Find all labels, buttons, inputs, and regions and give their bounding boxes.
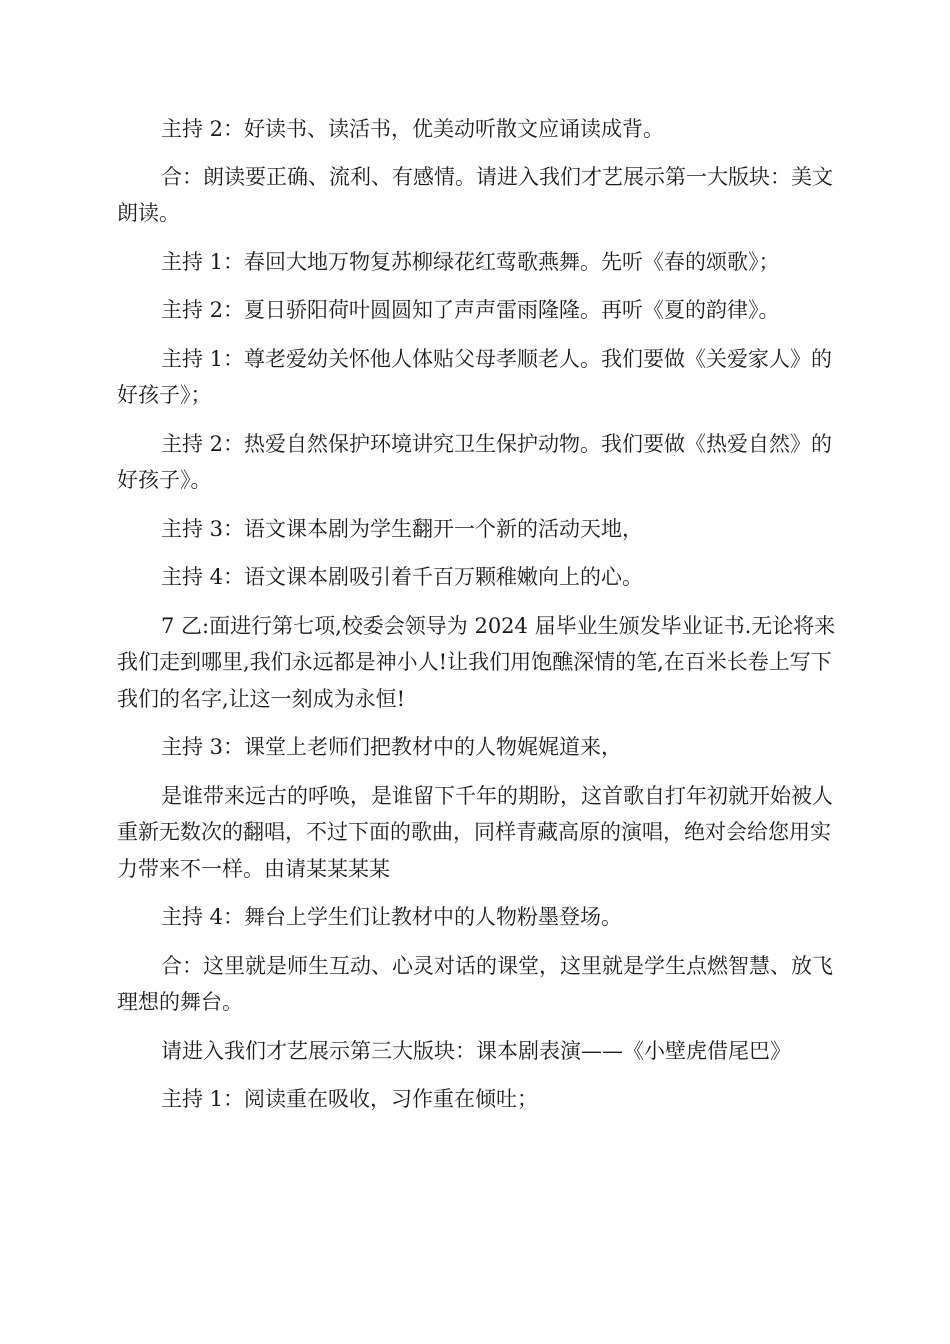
paragraph-host2-reading: 主持 2：好读书、读活书，优美动听散文应诵读成背。 <box>161 117 665 141</box>
paragraph-host1-writing: 主持 1：阅读重在吸收，习作重在倾吐； <box>161 1087 539 1111</box>
paragraph-host3-drama: 主持 3：语文课本剧为学生翻开一个新的活动天地， <box>161 516 644 541</box>
paragraph-host4-drama: 主持 4：语文课本剧吸引着千百万颗稚嫩向上的心。 <box>161 565 644 589</box>
paragraph-host2-summer: 主持 2：夏日骄阳荷叶圆圆知了声声雷雨隆隆。再听《夏的韵律》。 <box>161 298 780 322</box>
paragraph-host1-spring: 主持 1：春回大地万物复苏柳绿花红莺歌燕舞。先听《春的颂歌》； <box>161 249 780 274</box>
paragraph-host3-classroom: 主持 3：课堂上老师们把教材中的人物娓娓道来， <box>161 735 623 759</box>
paragraph-graduation: 7 乙:面进行第七项,校委会领导为 2024 届毕业生颁发毕业证书.无论将来我们走到哪里,我们永远都是神小人!让我们用饱醮深情的笔,在百米长卷上写下我们的名字,让这一刻成为永恒! <box>117 613 836 711</box>
paragraph-song-intro: 是谁带来远古的呼唤，是谁留下千年的期盼，这首歌自打年初就开始被人重新无数次的翻唱，不过下面的歌曲，同样青藏高原的演唱，绝对会给您用实力带来不一样。由请某某某某 <box>117 783 833 881</box>
document-body <box>117 111 837 1118</box>
paragraph-chorus-classroom: 合：这里就是师生互动、心灵对话的课堂，这里就是学生点燃智慧、放飞理想的舞台。 <box>117 953 833 1014</box>
paragraph-chorus-recitation: 合：朗读要正确、流利、有感情。请进入我们才艺展示第一大版块：美文朗读。 <box>117 164 833 225</box>
paragraph-host4-stage: 主持 4：舞台上学生们让教材中的人物粉墨登场。 <box>161 905 623 929</box>
paragraph-host1-family: 主持 1：尊老爱幼关怀他人体贴父母孝顺老人。我们要做《关爱家人》的好孩子》； <box>117 346 833 407</box>
paragraph-section-three: 请进入我们才艺展示第三大版块：课本剧表演——《小壁虎借尾巴》 <box>161 1038 791 1063</box>
paragraph-host2-nature: 主持 2：热爱自然保护环境讲究卫生保护动物。我们要做《热爱自然》的好孩子》。 <box>117 431 833 492</box>
